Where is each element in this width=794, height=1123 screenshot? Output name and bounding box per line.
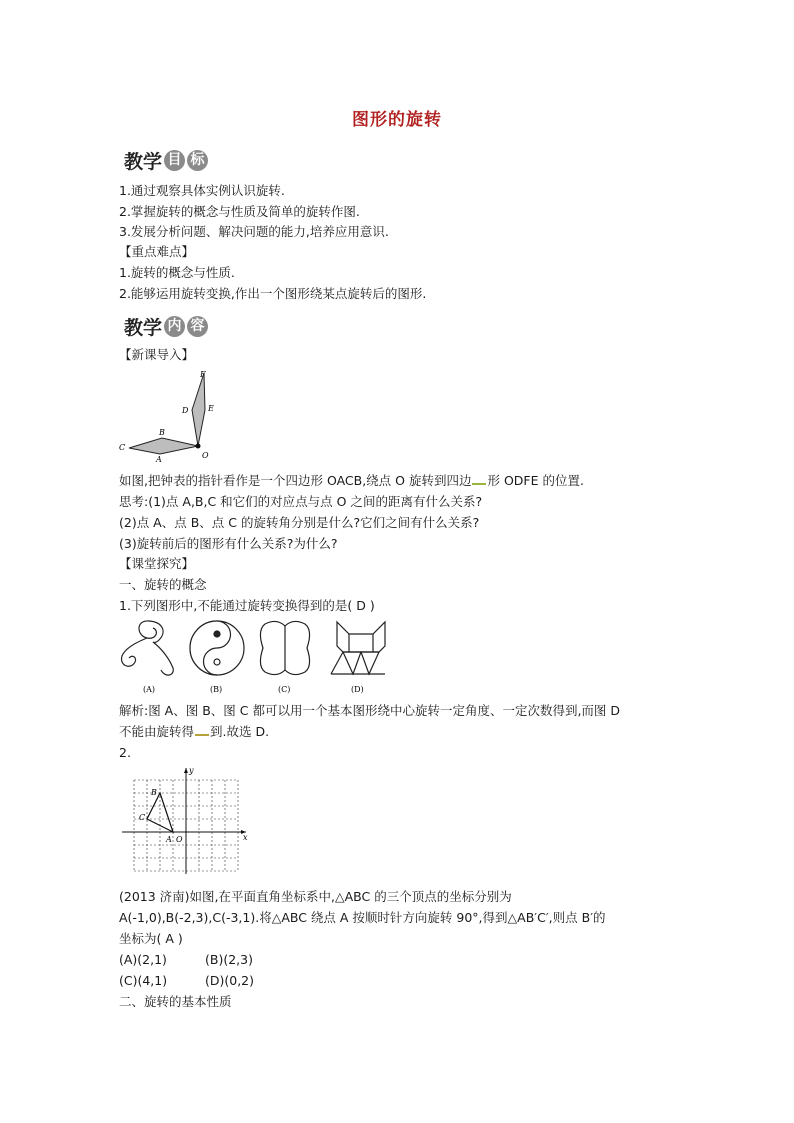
content-heading-text: 教学 [124, 316, 163, 339]
part2-heading: 二、旋转的基本性质 [119, 994, 232, 1009]
blank-mark [195, 726, 209, 736]
explore-heading: 【课堂探究】 [119, 556, 195, 571]
goals-heading-badge-2: 标 [187, 150, 208, 171]
q2-option-c: (C)(4,1) [119, 973, 168, 988]
axis-label-x: x [243, 833, 248, 842]
option-b-label: (B) [210, 685, 223, 694]
q2-options-row-1 [119, 952, 253, 968]
think-question: (2)点 A、点 B、点 C 的旋转角分别是什么?它们之间有什么关系? [119, 515, 480, 530]
q1-figures [117, 618, 387, 696]
label-d: D [182, 406, 189, 415]
blank-mark [472, 475, 486, 485]
q1-analysis-part-1: 不能由旋转得 [119, 724, 195, 739]
think-question: 思考:(1)点 A,B,C 和它们的对应点与点 O 之间的距离有什么关系? [119, 494, 483, 509]
figure-a-swirl [122, 621, 174, 675]
vertex-label-a: A [166, 835, 172, 844]
q2-option-a: (A)(2,1) [119, 952, 167, 967]
think-question: (3)旋转前后的图形有什么关系?为什么? [119, 536, 338, 551]
option-d-label: (D) [351, 685, 364, 694]
key-point-item: 1.旋转的概念与性质. [119, 265, 235, 280]
question-2-line: A(-1,0),B(-2,3),C(-3,1).将△ABC 绕点 A 按顺时针方向旋转 90°,得到△AB′C′,则点 B′的 [119, 910, 606, 925]
content-heading-badge-2: 容 [187, 316, 208, 337]
coordinate-grid-figure [118, 764, 252, 876]
q1-analysis-line-1: 解析:图 A、图 B、图 C 都可以用一个基本图形绕中心旋转一定角度、一定次数得到,而图 D [119, 703, 621, 718]
label-c: C [119, 443, 126, 452]
figure-c-rounded [260, 621, 309, 674]
q1-analysis-part-2: 到.故选 D. [210, 724, 270, 739]
content-heading-badge-1: 内 [164, 316, 185, 337]
question-2-line: 坐标为( A ) [119, 931, 183, 946]
quad-oacb [129, 438, 198, 454]
q2-option-d: (D)(0,2) [205, 973, 255, 988]
goal-item: 3.发展分析问题、解决问题的能力,培养应用意识. [119, 224, 389, 239]
goal-item: 1.通过观察具体实例认识旋转. [119, 183, 285, 198]
key-point-item: 2.能够运用旋转变换,作出一个图形绕某点旋转后的图形. [119, 286, 427, 301]
option-a-label: (A) [143, 685, 156, 694]
q1-analysis-line-2 [119, 724, 269, 740]
q2-option-b: (B)(2,3) [205, 952, 253, 967]
question-2-line: (2013 济南)如图,在平面直角坐标系中,△ABC 的三个顶点的坐标分别为 [119, 889, 512, 904]
goals-heading [124, 147, 208, 173]
intro-heading: 【新课导入】 [119, 347, 195, 362]
question-2-number: 2. [119, 745, 131, 760]
goals-heading-badge-1: 目 [164, 150, 185, 171]
axis-label-y: y [189, 766, 194, 775]
goal-item: 2.掌握旋转的概念与性质及简单的旋转作图. [119, 204, 360, 219]
figure-d-cat [331, 622, 385, 674]
label-e: E [208, 404, 214, 413]
goals-heading-text: 教学 [124, 150, 163, 173]
point-o [196, 444, 201, 449]
intro-text-b: 形 ODFE 的位置. [487, 473, 584, 488]
content-heading [124, 313, 208, 339]
option-c-label: (C) [278, 685, 291, 694]
vertex-label-b: B [151, 788, 157, 797]
key-points-heading: 【重点难点】 [119, 244, 195, 259]
page-title: 图形的旋转 [352, 110, 442, 130]
intro-paragraph [119, 473, 584, 489]
origin-label-o: O [176, 835, 183, 844]
intro-text-a: 如图,把钟表的指针看作是一个四边形 OACB,绕点 O 旋转到四边 [119, 473, 472, 488]
clock-hands-figure [116, 366, 226, 462]
label-a: A [156, 455, 162, 462]
figure-b-yin-yang [190, 621, 244, 675]
question-1: 1.下列图形中,不能通过旋转变换得到的是( D ) [119, 598, 375, 613]
label-o: O [202, 451, 209, 460]
y-axis-arrow [184, 768, 188, 773]
part1-heading: 一、旋转的概念 [119, 577, 207, 592]
quad-odfe [192, 373, 205, 446]
label-f: F [200, 370, 206, 379]
vertex-label-c: C [139, 813, 146, 822]
q2-options-row-2 [119, 973, 254, 989]
label-b: B [159, 428, 165, 437]
